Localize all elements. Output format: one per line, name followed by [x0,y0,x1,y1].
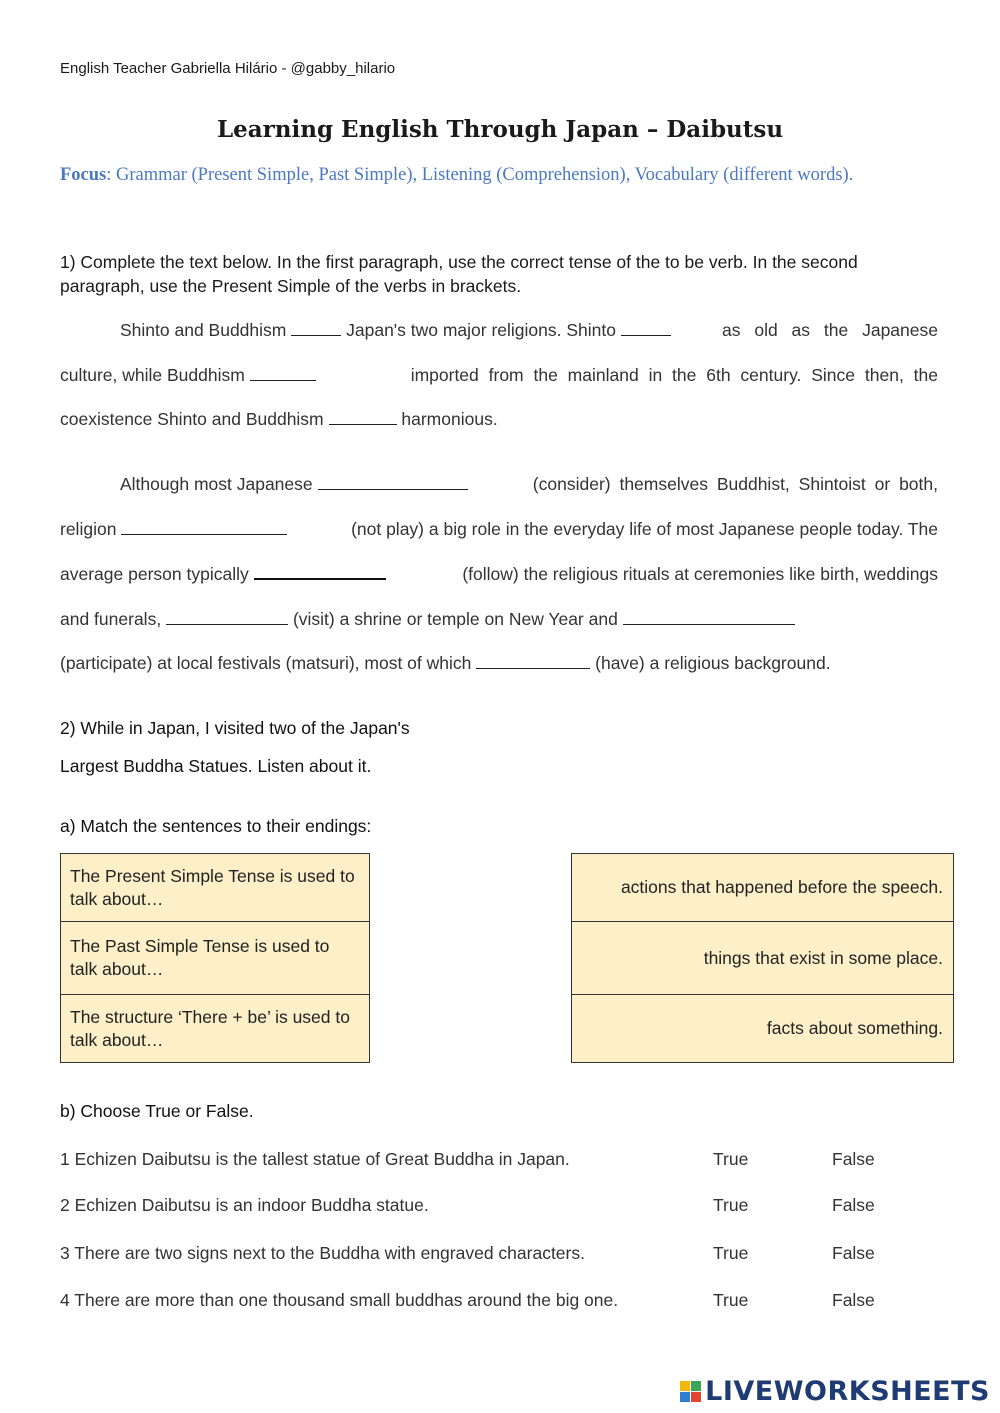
worksheet-title: Learning English Through Japan – Daibutsu [216,116,784,143]
match-left-item[interactable]: The structure ‘There + be’ is used to talk about… [61,995,370,1063]
p2-text: (have) a religious background. [595,653,831,673]
focus-text: : Grammar (Present Simple, Past Simple), Listening (Comprehension), Vocabulary (different words). [106,165,854,185]
tf-statement: 1 Echizen Daibutsu is the tallest statue of Great Buddha in Japan. [60,1149,570,1169]
blank-7[interactable] [254,564,386,580]
p2-text: (not play) a big role in the everyday life of most Japanese people today. The [351,519,938,539]
p2-line-3 [60,564,938,585]
tf-statement: 4 There are more than one thousand small buddhas around the big one. [60,1290,619,1310]
p1-text: coexistence Shinto and Buddhism [60,409,324,429]
true-option[interactable]: True [713,1243,749,1263]
blank-8[interactable] [166,610,288,625]
p1-text: culture, while Buddhism [60,365,245,385]
p1-line-2 [60,365,938,386]
p2-text: religion [60,519,117,539]
p1-text: Shinto and Buddhism [120,320,287,340]
match-right-column [571,853,954,1063]
match-left-item[interactable]: The Past Simple Tense is used to talk about… [61,922,370,995]
author-credit: English Teacher Gabriella Hilário - @gabby_hilario [60,60,396,77]
blank-5[interactable] [318,475,468,490]
true-option[interactable]: True [713,1290,749,1310]
blank-3[interactable] [250,366,316,381]
focus-label: Focus [60,165,107,185]
match-right-item[interactable]: facts about something. [572,995,954,1063]
blank-1[interactable] [291,321,341,336]
match-right-item[interactable]: actions that happened before the speech. [572,854,954,922]
p2-text: (visit) a shrine or temple on New Year and [292,609,618,629]
q2b-heading: b) Choose True or False. [60,1101,254,1121]
tf-statement: 2 Echizen Daibutsu is an indoor Buddha statue. [60,1195,429,1215]
p2-line-1 [60,474,938,495]
match-left-item[interactable]: The Present Simple Tense is used to talk about… [61,854,370,922]
blank-9[interactable] [623,610,795,625]
p1-line-1 [60,320,938,341]
false-option[interactable]: False [832,1290,875,1310]
match-left-column [60,853,370,1063]
q2-line-2: Largest Buddha Statues. Listen about it. [60,756,372,776]
liveworksheets-badge-icon [680,1381,702,1403]
blank-10[interactable] [476,654,590,669]
p2-text: (consider) themselves Buddhist, Shintoist or both, [532,474,938,494]
match-right-item[interactable]: things that exist in some place. [572,922,954,995]
q2a-heading: a) Match the sentences to their endings: [60,816,372,836]
p2-line-2 [60,519,938,540]
true-option[interactable]: True [713,1195,749,1215]
p1-text: Japan's two major religions. Shinto [346,320,616,340]
p1-line-3 [60,409,938,430]
p2-text: (follow) the religious rituals at ceremonies like birth, weddings [462,564,938,584]
p2-line-5 [60,653,938,674]
false-option[interactable]: False [832,1195,875,1215]
q1-instruction: 1) Complete the text below. In the first paragraph, use the correct tense of the to be verb. In the second paragraph, use the Present Simple of the verbs in brackets. [60,252,858,296]
liveworksheets-logo [680,1376,990,1407]
blank-4[interactable] [329,410,397,425]
true-option[interactable]: True [713,1149,749,1169]
p2-text: and funerals, [60,609,162,629]
q2-line-1: 2) While in Japan, I visited two of the Japan's [60,718,410,738]
false-option[interactable]: False [832,1243,875,1263]
blank-6[interactable] [121,520,287,535]
liveworksheets-wordmark: LIVEWORKSHEETS [705,1376,990,1407]
p2-line-4 [60,609,938,630]
p1-text: imported from the mainland in the 6th century. Since then, the [410,365,938,385]
p2-text: Although most Japanese [120,474,313,494]
p1-text: as old as the Japanese [722,320,938,340]
p2-text: average person typically [60,564,249,584]
p1-text: harmonious. [401,409,498,429]
focus-line [60,162,910,188]
false-option[interactable]: False [832,1149,875,1169]
blank-2[interactable] [621,321,671,336]
p2-text: (participate) at local festivals (matsuri), most of which [60,653,472,673]
tf-statement: 3 There are two signs next to the Buddha with engraved characters. [60,1243,585,1263]
